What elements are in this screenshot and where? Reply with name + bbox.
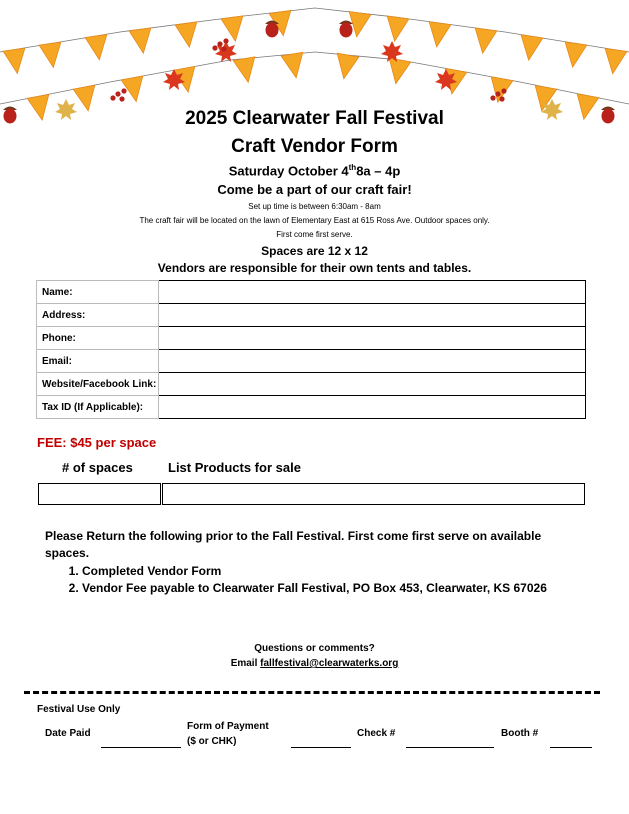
vendor-field-label: Name: (37, 281, 159, 304)
pennant-flag (233, 57, 259, 84)
bunting-string (0, 52, 629, 104)
pennant-flag (175, 22, 200, 49)
payment-form-label: Form of Payment (187, 721, 269, 732)
berry-cluster-icon (110, 88, 126, 101)
pennant-flag (385, 58, 411, 85)
vendor-field-input[interactable] (159, 350, 586, 373)
vendor-responsibility: Vendors are responsible for their own tents and tables. (157, 261, 472, 275)
return-instructions: Please Return the following prior to the Fall Festival. First come first serve on available spaces. (45, 529, 542, 560)
vendor-field-row (37, 373, 586, 396)
products-header: List Products for sale (168, 460, 301, 475)
pennant-flag (426, 22, 451, 49)
check-number-label: Check # (357, 728, 396, 739)
acorn-icon (265, 21, 279, 38)
vendor-field-row (37, 281, 586, 304)
pennant-flag (384, 16, 409, 43)
vendor-field-label: Tax ID (If Applicable): (37, 396, 159, 419)
pennant-flag (129, 28, 154, 55)
vendor-field-input[interactable] (159, 373, 586, 396)
pennant-flag (85, 34, 110, 61)
vendor-field-label: Address: (37, 304, 159, 327)
vendor-field-input[interactable] (159, 281, 586, 304)
setup-time: Set up time is between 6:30am - 8am (248, 202, 381, 211)
event-date: Saturday October 4th8a – 4p (228, 163, 401, 179)
pennant-flag (333, 53, 359, 80)
vendor-field-row (37, 350, 586, 373)
contact-line: Email fallfestival@clearwaterks.org (230, 658, 399, 669)
date-paid-line[interactable] (101, 747, 181, 748)
vendor-field-label: Phone: (37, 327, 159, 350)
vendor-field-input[interactable] (159, 396, 586, 419)
vendor-field-row (37, 304, 586, 327)
products-field[interactable] (162, 483, 585, 505)
payment-form-line[interactable] (291, 747, 351, 748)
pennant-flag (281, 52, 307, 79)
pennant-flag (3, 48, 28, 75)
contact-email-link[interactable]: fallfestival@clearwaterks.org (260, 658, 399, 669)
payment-form-sublabel: ($ or CHK) (187, 736, 237, 747)
return-list (45, 563, 547, 597)
cut-line-divider (24, 691, 600, 694)
vendor-field-row (37, 327, 586, 350)
festival-use-heading: Festival Use Only (37, 704, 121, 715)
location-info: The craft fair will be located on the lawn of Elementary East at 615 Ross Ave. Outdoor spaces only. (139, 216, 490, 225)
vendor-field-label: Email: (37, 350, 159, 373)
spaces-size: Spaces are 12 x 12 (261, 244, 368, 258)
spaces-count-field[interactable] (38, 483, 161, 505)
vendor-field-input[interactable] (159, 327, 586, 350)
fee-notice: FEE: $45 per space (37, 435, 157, 450)
form-title-line1: 2025 Clearwater Fall Festival (185, 108, 444, 129)
tagline: Come be a part of our craft fair! (217, 182, 412, 197)
acorn-icon (339, 21, 353, 38)
vendor-info-table (36, 280, 586, 419)
return-item-form: 1. Completed Vendor Form (82, 563, 547, 580)
first-come-note: First come first serve. (276, 230, 353, 239)
booth-number-label: Booth # (501, 728, 539, 739)
form-title-line2: Craft Vendor Form (231, 136, 398, 157)
pennant-flag (518, 35, 543, 62)
spaces-header: # of spaces (62, 460, 133, 475)
pennant-flag (39, 42, 64, 69)
check-number-line[interactable] (406, 747, 494, 748)
pennant-flag (562, 42, 587, 69)
pennant-flag (602, 48, 627, 75)
questions-text: Questions or comments? (254, 643, 375, 654)
vendor-field-label: Website/Facebook Link: (37, 373, 159, 396)
date-paid-label: Date Paid (45, 728, 91, 739)
vendor-field-input[interactable] (159, 304, 586, 327)
booth-number-line[interactable] (550, 747, 592, 748)
return-item-fee: 2. Vendor Fee payable to Clearwater Fall Festival, PO Box 453, Clearwater, KS 67026 (82, 580, 547, 597)
pennant-flag (472, 28, 497, 55)
vendor-field-row (37, 396, 586, 419)
